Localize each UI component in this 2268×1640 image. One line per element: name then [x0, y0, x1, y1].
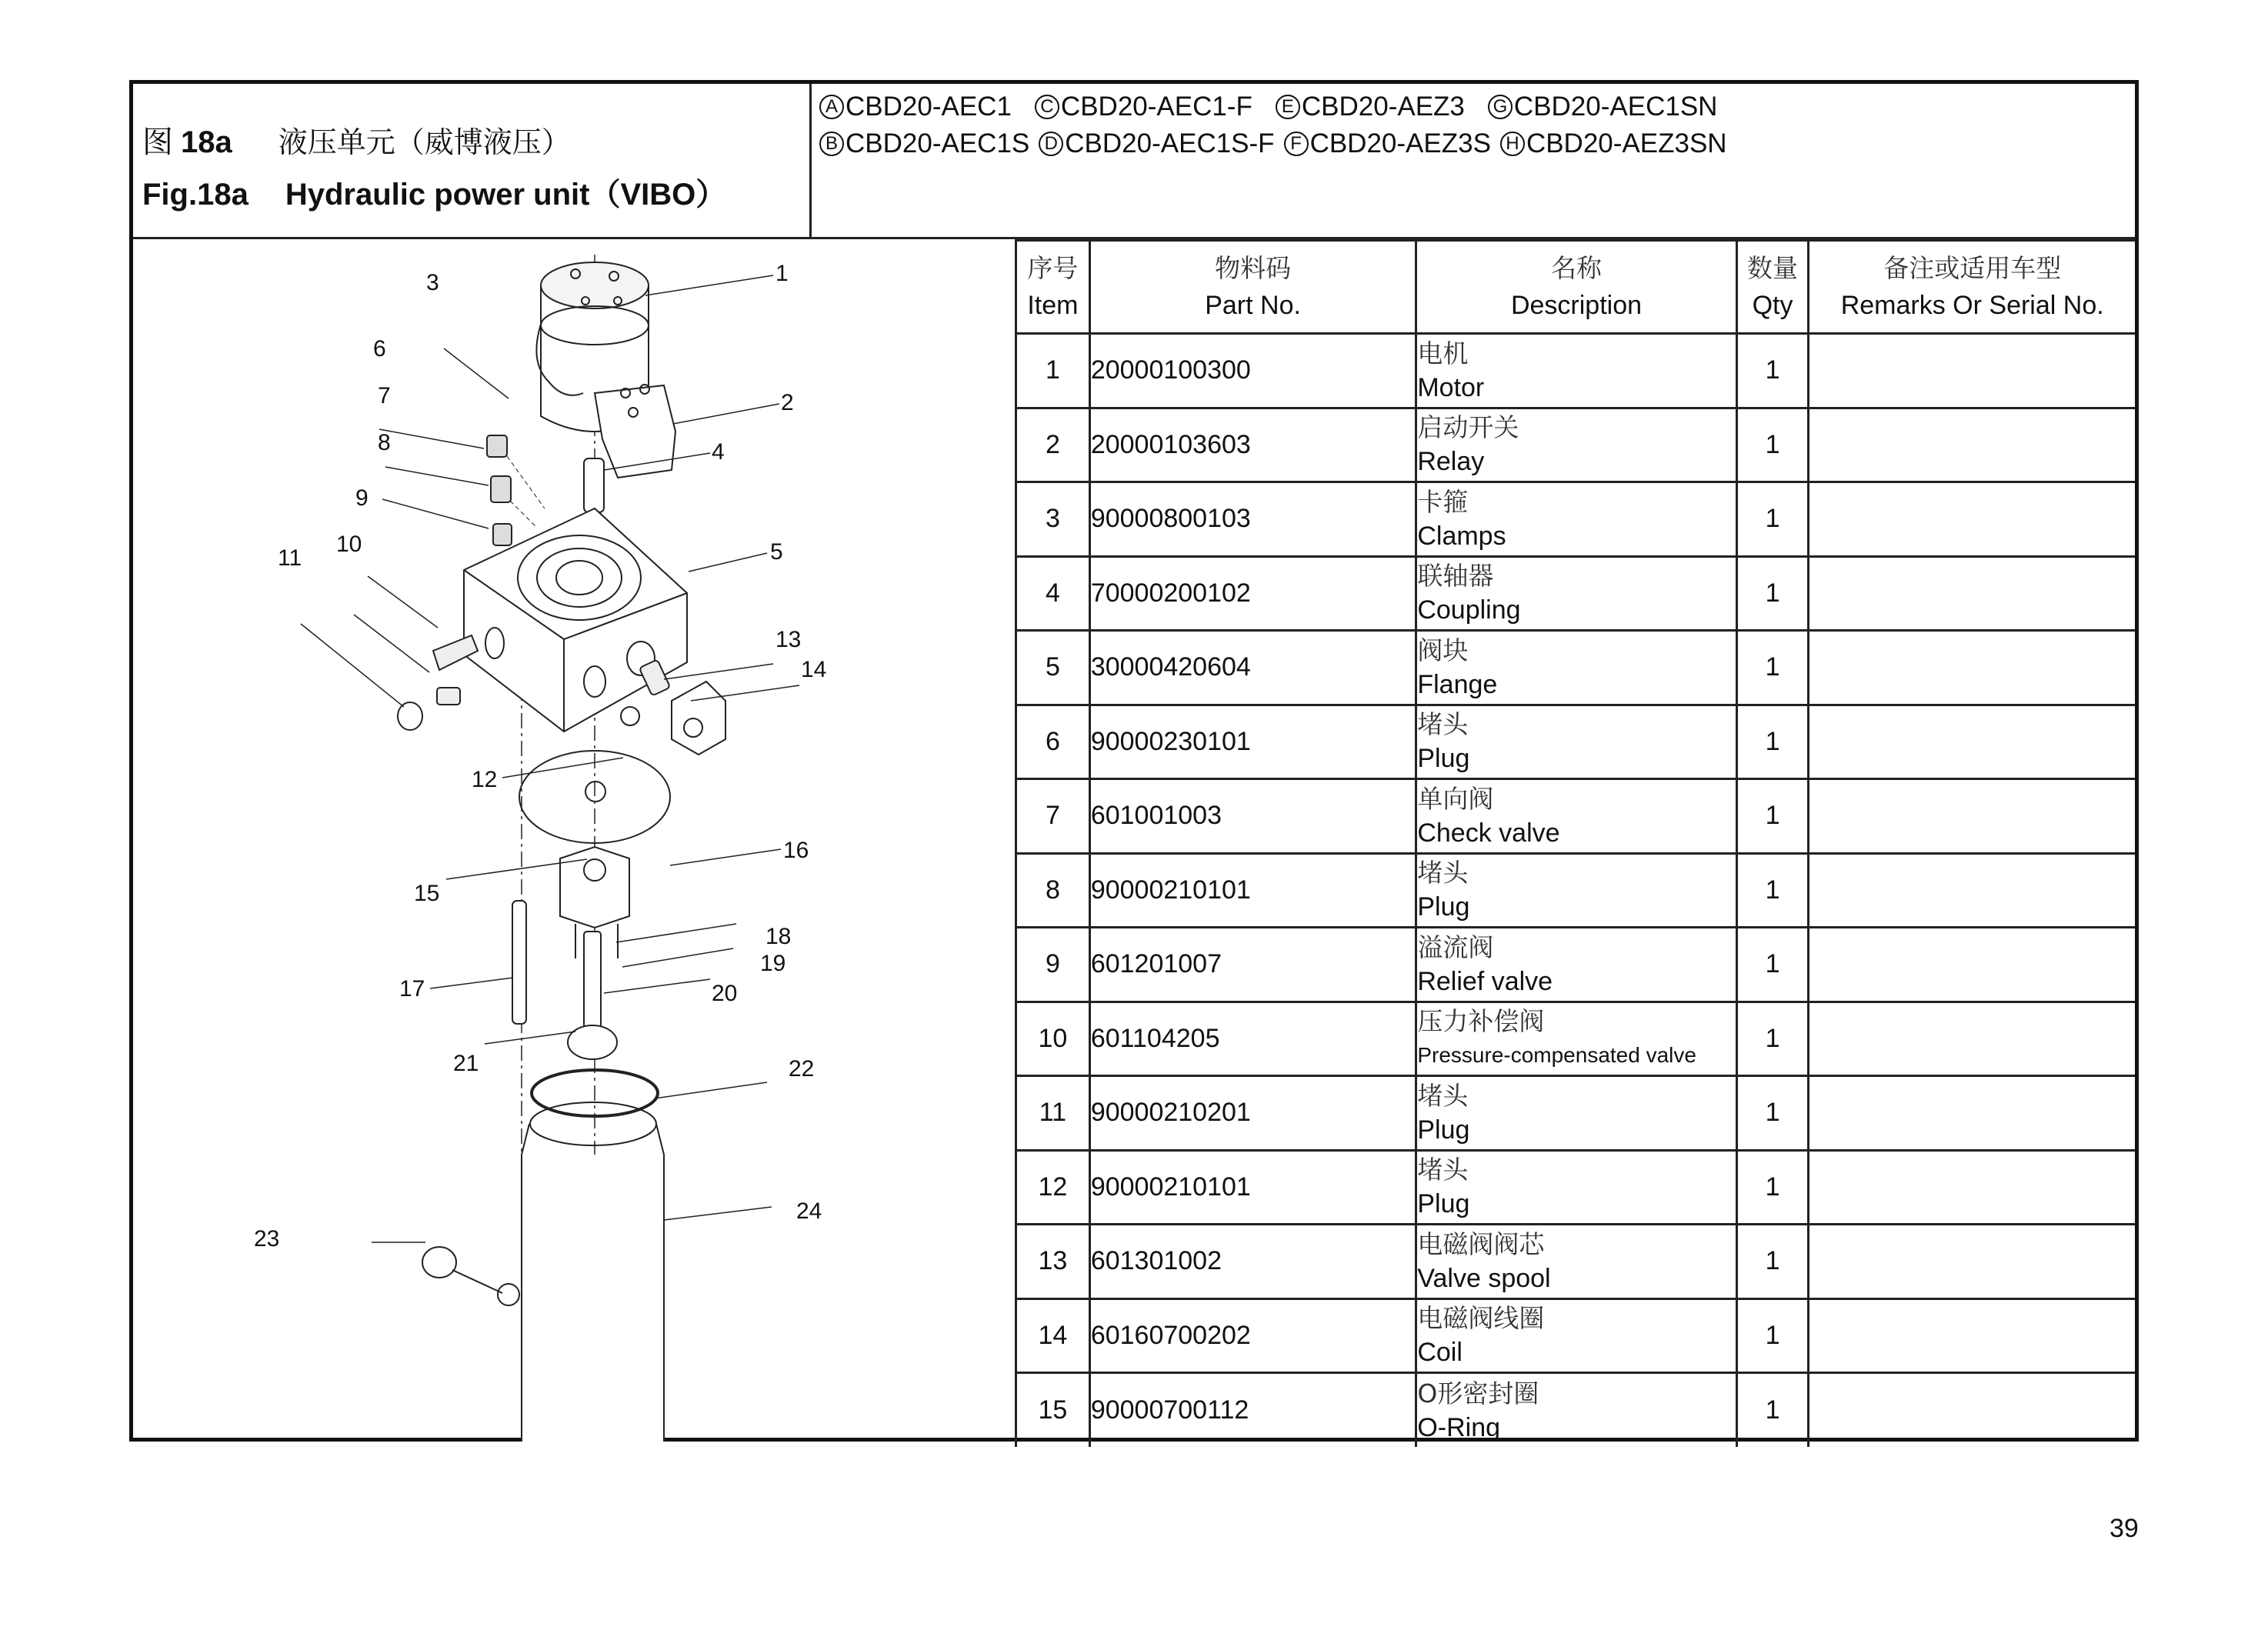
description-en: Pressure-compensated valve	[1417, 1043, 1696, 1068]
models-row	[819, 88, 1750, 125]
callout-23: 23	[254, 1226, 280, 1252]
cell-item: 13	[1016, 1225, 1090, 1299]
cell-description	[1416, 928, 1736, 1002]
cell-description	[1416, 779, 1736, 854]
model-entry	[819, 88, 1012, 125]
cell-remarks	[1809, 1002, 2135, 1076]
model-entry	[1039, 125, 1274, 162]
model-entry	[1488, 88, 1718, 125]
column-header-cn: 数量	[1747, 253, 1799, 283]
model-entry	[1500, 125, 1727, 162]
model-name: CBD20-AEC1S	[845, 128, 1030, 158]
table-row	[1016, 334, 2136, 408]
cell-part-no: 601001003	[1089, 779, 1416, 854]
model-name: CBD20-AEZ3S	[1309, 128, 1491, 158]
cell-item: 14	[1016, 1298, 1090, 1373]
cell-remarks	[1809, 1298, 2135, 1373]
column-header-part-no	[1089, 241, 1416, 334]
callout-1: 1	[775, 261, 789, 286]
cell-description	[1416, 408, 1736, 482]
description-cn: 电磁阀线圈	[1417, 1303, 1545, 1334]
parts-page-frame	[129, 80, 2139, 1442]
hydraulic-unit-drawing	[133, 239, 1016, 1442]
model-name: CBD20-AEZ3	[1301, 92, 1465, 122]
table-row	[1016, 928, 2136, 1002]
cell-part-no: 90000800103	[1089, 482, 1416, 557]
cell-description	[1416, 1002, 1736, 1076]
column-header-en: Remarks Or Serial No.	[1840, 291, 2104, 320]
table-row	[1016, 1298, 2136, 1373]
cell-description	[1416, 705, 1736, 779]
cell-part-no: 90000210201	[1089, 1076, 1416, 1151]
cell-qty: 1	[1736, 853, 1809, 928]
figure-title-cn	[142, 118, 571, 162]
column-header-cn: 物料码	[1215, 253, 1292, 283]
cell-part-no: 70000200102	[1089, 556, 1416, 631]
callout-12: 12	[472, 767, 498, 792]
table-row	[1016, 1373, 2136, 1448]
description-en: Plug	[1417, 892, 1470, 922]
description-en: Relief valve	[1417, 966, 1553, 996]
cell-qty: 1	[1736, 408, 1809, 482]
callout-8: 8	[378, 430, 391, 455]
cell-qty: 1	[1736, 631, 1809, 705]
column-header-en: Item	[1027, 291, 1079, 320]
cell-qty: 1	[1736, 482, 1809, 557]
applicable-models-block	[812, 84, 2135, 239]
cell-part-no: 20000100300	[1089, 334, 1416, 408]
figure-title-block	[133, 84, 812, 239]
column-header-cn: 备注或适用车型	[1883, 253, 2062, 283]
cell-description	[1416, 1298, 1736, 1373]
description-cn: 压力补偿阀	[1417, 1006, 1545, 1037]
callout-18: 18	[765, 924, 792, 949]
cell-remarks	[1809, 408, 2135, 482]
cell-item: 1	[1016, 334, 1090, 408]
model-name: CBD20-AEC1SN	[1513, 92, 1718, 122]
description-en: Check valve	[1417, 818, 1560, 848]
figure-prefix-en: Fig.18a	[142, 178, 248, 212]
table-header-row	[1016, 241, 2136, 334]
description-en: Valve spool	[1417, 1263, 1551, 1293]
cell-qty: 1	[1736, 1002, 1809, 1076]
model-name: CBD20-AEC1	[845, 92, 1012, 122]
cell-part-no: 90000210101	[1089, 853, 1416, 928]
column-header-cn: 序号	[1027, 253, 1079, 283]
cell-part-no: 601201007	[1089, 928, 1416, 1002]
cell-remarks	[1809, 779, 2135, 854]
models-list	[819, 88, 1750, 162]
cell-part-no: 601104205	[1089, 1002, 1416, 1076]
cell-part-no: 60160700202	[1089, 1298, 1416, 1373]
page-number: 39	[2110, 1514, 2139, 1543]
description-cn: 电机	[1417, 338, 1469, 368]
circled-letter-icon: D	[1039, 132, 1063, 156]
callout-7: 7	[378, 383, 391, 408]
description-cn: 卡箍	[1417, 486, 1469, 517]
callout-13: 13	[775, 627, 802, 652]
cell-qty: 1	[1736, 1225, 1809, 1299]
models-row	[819, 125, 1750, 162]
description-en: Clamps	[1417, 521, 1506, 551]
circled-letter-icon: E	[1276, 95, 1300, 119]
callout-20: 20	[712, 981, 738, 1006]
callout-6: 6	[373, 336, 386, 362]
description-cn: 堵头	[1417, 858, 1469, 888]
description-cn: 阀块	[1417, 635, 1469, 665]
table-row	[1016, 705, 2136, 779]
cell-item: 15	[1016, 1373, 1090, 1448]
model-entry	[1276, 88, 1465, 125]
cell-remarks	[1809, 631, 2135, 705]
cell-description	[1416, 334, 1736, 408]
model-entry	[1035, 88, 1252, 125]
callout-9: 9	[355, 485, 369, 511]
description-cn: 联轴器	[1417, 561, 1494, 592]
figure-number: 18a	[181, 125, 232, 159]
description-en: Motor	[1417, 372, 1485, 402]
cell-item: 12	[1016, 1150, 1090, 1225]
cell-description	[1416, 556, 1736, 631]
callout-5: 5	[770, 539, 783, 565]
circled-letter-icon: G	[1488, 95, 1513, 119]
circled-letter-icon: H	[1500, 132, 1525, 156]
cell-qty: 1	[1736, 779, 1809, 854]
table-row	[1016, 1002, 2136, 1076]
callout-15: 15	[414, 881, 440, 906]
description-en: Coil	[1417, 1338, 1463, 1368]
cell-remarks	[1809, 482, 2135, 557]
model-entry	[819, 125, 1029, 162]
circled-letter-icon: A	[819, 95, 844, 119]
table-row	[1016, 1225, 2136, 1299]
cell-remarks	[1809, 1150, 2135, 1225]
cell-description	[1416, 1076, 1736, 1151]
cell-description	[1416, 482, 1736, 557]
description-cn: O形密封圈	[1417, 1378, 1539, 1408]
callout-11: 11	[278, 545, 302, 571]
callout-4: 4	[712, 439, 725, 465]
description-en: Plug	[1417, 744, 1470, 774]
column-header-remarks	[1809, 241, 2135, 334]
callout-2: 2	[781, 390, 794, 415]
cell-qty: 1	[1736, 705, 1809, 779]
callout-10: 10	[336, 532, 362, 557]
table-row	[1016, 556, 2136, 631]
model-name: CBD20-AEC1-F	[1060, 92, 1252, 122]
title-en: Hydraulic power unit（VIBO）	[285, 178, 727, 212]
cell-remarks	[1809, 1076, 2135, 1151]
column-header-item	[1016, 241, 1090, 334]
table-row	[1016, 853, 2136, 928]
cell-qty: 1	[1736, 1373, 1809, 1448]
description-en: O-Ring	[1417, 1412, 1501, 1442]
cell-item: 2	[1016, 408, 1090, 482]
cell-qty: 1	[1736, 1076, 1809, 1151]
cell-item: 10	[1016, 1002, 1090, 1076]
column-header-en: Part No.	[1205, 291, 1301, 320]
callout-17: 17	[399, 976, 425, 1002]
column-header-en: Qty	[1752, 291, 1793, 320]
cell-part-no: 90000210101	[1089, 1150, 1416, 1225]
callout-19: 19	[760, 951, 786, 976]
cell-description	[1416, 1373, 1736, 1448]
cell-qty: 1	[1736, 334, 1809, 408]
exploded-view-diagram	[133, 239, 1016, 1438]
cell-remarks	[1809, 928, 2135, 1002]
cell-remarks	[1809, 705, 2135, 779]
cell-part-no: 601301002	[1089, 1225, 1416, 1299]
description-cn: 堵头	[1417, 1155, 1469, 1185]
cell-item: 5	[1016, 631, 1090, 705]
description-cn: 电磁阀阀芯	[1417, 1228, 1545, 1259]
cell-remarks	[1809, 556, 2135, 631]
cell-qty: 1	[1736, 556, 1809, 631]
cell-remarks	[1809, 1225, 2135, 1299]
callout-24: 24	[796, 1198, 822, 1224]
cell-item: 4	[1016, 556, 1090, 631]
cell-item: 7	[1016, 779, 1090, 854]
callout-22: 22	[789, 1056, 815, 1082]
column-header-cn: 名称	[1551, 253, 1603, 283]
figure-title-en	[142, 170, 726, 214]
parts-table	[1015, 239, 2135, 1447]
table-row	[1016, 1150, 2136, 1225]
callout-3: 3	[426, 270, 439, 295]
figure-prefix-cn: 图	[142, 125, 173, 159]
description-cn: 堵头	[1417, 1080, 1469, 1111]
table-row	[1016, 631, 2136, 705]
cell-item: 6	[1016, 705, 1090, 779]
table-row	[1016, 1076, 2136, 1151]
column-header-en: Description	[1510, 291, 1643, 320]
model-name: CBD20-AEZ3SN	[1526, 128, 1727, 158]
cell-item: 3	[1016, 482, 1090, 557]
cell-part-no: 20000103603	[1089, 408, 1416, 482]
cell-description	[1416, 853, 1736, 928]
description-cn: 堵头	[1417, 709, 1469, 740]
column-header-qty	[1736, 241, 1809, 334]
table-row	[1016, 779, 2136, 854]
description-en: Plug	[1417, 1189, 1470, 1219]
cell-remarks	[1809, 1373, 2135, 1448]
circled-letter-icon: C	[1035, 95, 1059, 119]
description-en: Plug	[1417, 1115, 1470, 1145]
callout-14: 14	[801, 657, 827, 682]
cell-qty: 1	[1736, 928, 1809, 1002]
table-row	[1016, 482, 2136, 557]
description-en: Relay	[1417, 447, 1485, 477]
description-en: Coupling	[1417, 595, 1521, 625]
model-name: CBD20-AEC1S-F	[1065, 128, 1275, 158]
cell-part-no: 30000420604	[1089, 631, 1416, 705]
cell-part-no: 90000700112	[1089, 1373, 1416, 1448]
cell-remarks	[1809, 334, 2135, 408]
circled-letter-icon: F	[1284, 132, 1309, 156]
cell-item: 8	[1016, 853, 1090, 928]
table-row	[1016, 408, 2136, 482]
cell-description	[1416, 1150, 1736, 1225]
cell-part-no: 90000230101	[1089, 705, 1416, 779]
model-entry	[1284, 125, 1491, 162]
cell-qty: 1	[1736, 1298, 1809, 1373]
cell-qty: 1	[1736, 1150, 1809, 1225]
circled-letter-icon: B	[819, 132, 844, 156]
cell-item: 9	[1016, 928, 1090, 1002]
description-cn: 单向阀	[1417, 783, 1494, 814]
cell-description	[1416, 631, 1736, 705]
description-en: Flange	[1417, 669, 1498, 699]
parts-table-body	[1016, 334, 2136, 1448]
description-cn: 启动开关	[1417, 412, 1519, 443]
description-cn: 溢流阀	[1417, 932, 1494, 962]
cell-item: 11	[1016, 1076, 1090, 1151]
cell-remarks	[1809, 853, 2135, 928]
cell-description	[1416, 1225, 1736, 1299]
column-header-description	[1416, 241, 1736, 334]
callout-16: 16	[783, 838, 809, 863]
title-cn: 液压单元（威博液压）	[278, 125, 571, 159]
callout-21: 21	[453, 1051, 479, 1076]
